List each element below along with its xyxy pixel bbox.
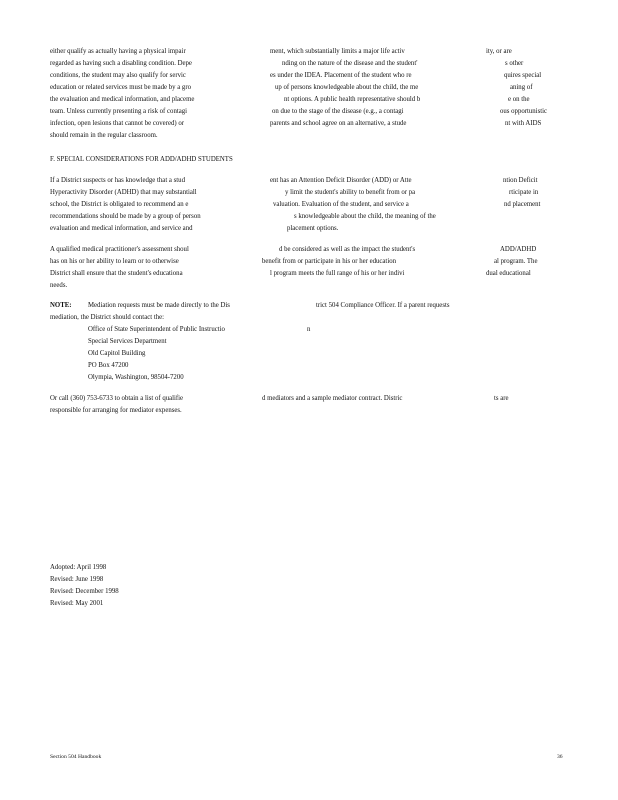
text-line: either qualify as actually having a physical impair	[50, 48, 186, 55]
text-line: team. Unless currently presenting a risk of contagi	[50, 108, 188, 115]
history-line: Revised: June 1998	[50, 576, 104, 583]
footer-title: Section 504 Handbook	[50, 754, 102, 760]
text-line: ent has an Attention Deficit Disorder (ADD) or Atte	[270, 177, 412, 184]
text-line: d mediators and a sample mediator contract. Distric	[262, 395, 403, 402]
page-number: 36	[557, 754, 563, 760]
text-line: ADD/ADHD	[500, 246, 537, 253]
text-line: nt options. A public health representative should b	[284, 96, 421, 103]
text-line: benefit from or participate in his or her education	[262, 258, 396, 265]
history-line: Revised: May 2001	[50, 600, 104, 607]
address-line: Special Services Department	[88, 338, 167, 345]
text-line: should remain in the regular classroom.	[50, 132, 158, 139]
text-line: infection, open lesions that cannot be covered) or	[50, 120, 185, 127]
text-line: regarded as having such a disabling condition. Depe	[50, 60, 192, 67]
note-label: NOTE:	[50, 302, 72, 309]
text-line: on due to the stage of the disease (e.g., a contagi	[272, 108, 404, 115]
text-line: responsible for arranging for mediator expenses.	[50, 407, 182, 414]
text-line: the evaluation and medical information, and placeme	[50, 96, 195, 103]
address-line: Olympia, Washington, 98504-7200	[88, 374, 184, 381]
text-line: evaluation and medical information, and service and	[50, 225, 193, 232]
text-line: al program. The	[494, 258, 538, 265]
text-line: A qualified medical practitioner's assessment shoul	[50, 246, 189, 253]
text-line: conditions, the student may also qualify for servic	[50, 72, 186, 79]
text-line: d be considered as well as the impact the student's	[279, 246, 416, 253]
text-line: parents and school agree on an alternative, a stude	[270, 120, 407, 127]
text-line: rticipate in	[509, 189, 539, 196]
text-line: recommendations should be made by a group of person	[50, 213, 201, 220]
text-line: s knowledgeable about the child, the meaning of the	[294, 213, 436, 220]
section-heading: F. SPECIAL CONSIDERATIONS FOR ADD/ADHD STUDENTS	[50, 156, 233, 163]
text-line: e on the	[508, 96, 530, 103]
text-line: needs.	[50, 282, 68, 289]
text-line: ntion Deficit	[503, 177, 538, 184]
text-line: valuation. Evaluation of the student, and service a	[273, 201, 409, 208]
text-line: quires special	[504, 72, 542, 79]
text-line: dual educational	[486, 270, 531, 277]
text-line: nding on the nature of the disease and the student'	[282, 60, 418, 67]
text-line: Mediation requests must be made directly to the Dis	[88, 302, 230, 309]
text-line: l program meets the full range of his or her indivi	[270, 270, 405, 277]
text-line: nd placement	[504, 201, 541, 208]
text-line: Or call (360) 753-6733 to obtain a list of qualifie	[50, 395, 184, 402]
text-line: mediation, the District should contact the:	[50, 314, 165, 321]
text-line: aning of	[510, 84, 533, 91]
text-line: has on his or her ability to learn or to otherwise	[50, 258, 179, 265]
text-line: s other	[505, 60, 524, 67]
text-line: nt with AIDS	[505, 120, 542, 127]
text-line: If a District suspects or has knowledge that a stud	[50, 177, 185, 184]
text-line: education or related services must be made by a gro	[50, 84, 191, 91]
text-line: placement options.	[287, 225, 339, 232]
history-line: Revised: December 1998	[50, 588, 119, 595]
address-line: n	[307, 326, 311, 333]
text-line: ts are	[494, 395, 509, 402]
text-line: school, the District is obligated to recommend an e	[50, 201, 189, 208]
address-line: PO Box 47200	[88, 362, 129, 369]
text-line: ous opportunistic	[500, 108, 548, 115]
history-line: Adopted: April 1998	[50, 564, 107, 571]
address-line: Old Capitol Building	[88, 350, 146, 357]
text-line: ment, which substantially limits a major life activ	[270, 48, 405, 55]
text-line: trict 504 Compliance Officer. If a parent requests	[316, 302, 450, 309]
text-line: District shall ensure that the student's educationa	[50, 270, 183, 277]
address-line: Office of State Superintendent of Public Instructio	[88, 326, 225, 333]
text-line: es under the IDEA. Placement of the student who re	[270, 72, 412, 79]
text-line: ity, or are	[486, 48, 512, 55]
text-line: up of persons knowledgeable about the child, the me	[275, 84, 419, 91]
text-line: Hyperactivity Disorder (ADHD) that may substantiall	[50, 189, 197, 196]
text-line: y limit the student's ability to benefit from or pa	[285, 189, 416, 196]
